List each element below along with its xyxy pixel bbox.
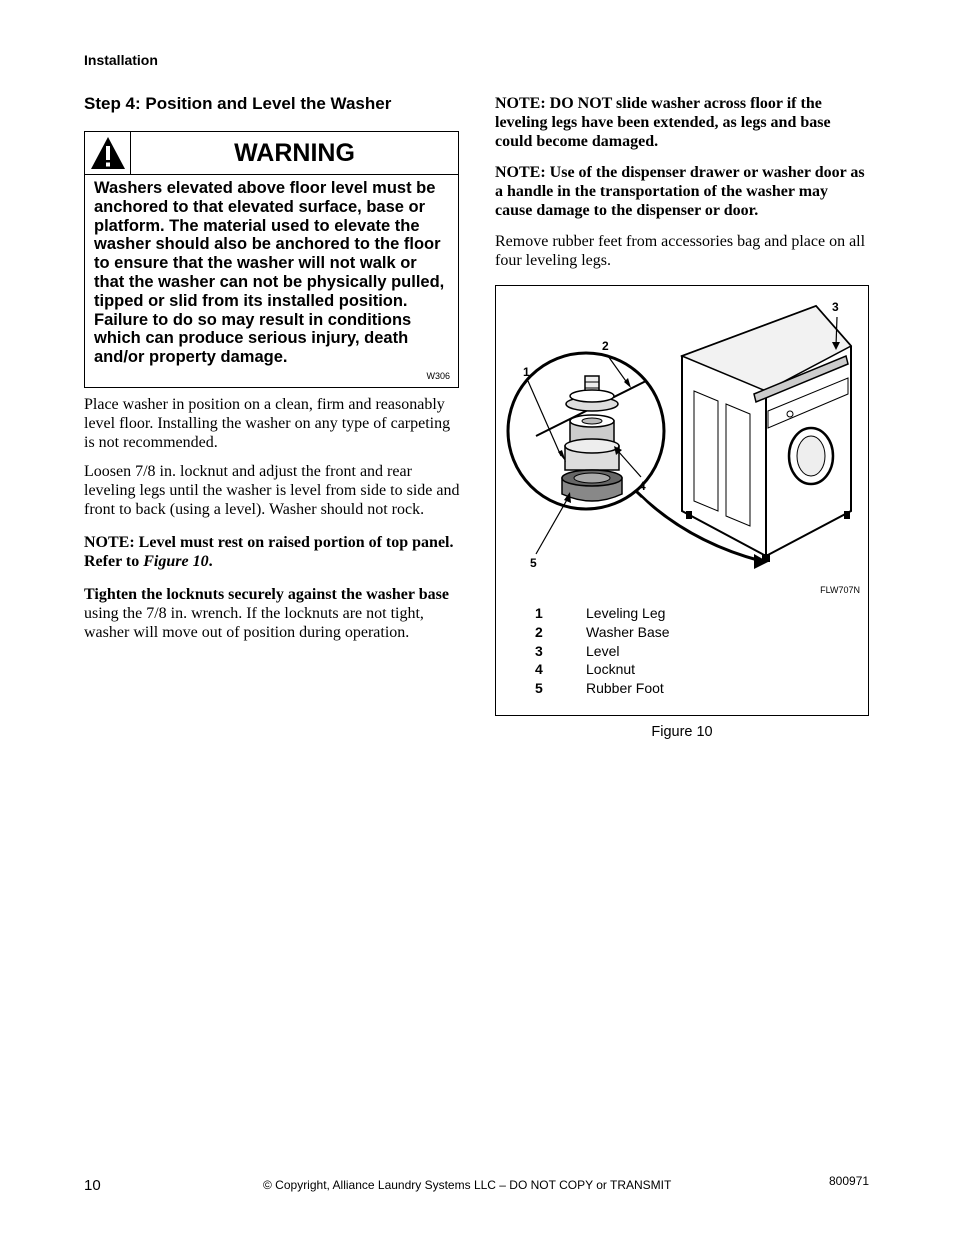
tighten-rest: using the 7/8 in. wrench. If the locknuts are not tight, washer will move out of position during operation.: [84, 604, 424, 641]
warning-triangle-icon: [90, 136, 126, 170]
legend-number: 1: [535, 605, 543, 621]
warning-title: WARNING: [234, 139, 355, 167]
paragraph-position: Place washer in position on a clean, firm and reasonably level floor. Installing the washer on any type of carpeting is not recommended.: [84, 395, 451, 451]
warning-header: [85, 132, 458, 175]
note-level: [84, 533, 460, 571]
washer-leveling-illustration: [496, 286, 868, 586]
figure-code: FLW707N: [820, 585, 860, 595]
tighten-bold: Tighten the locknuts securely against the washer base: [84, 585, 449, 603]
note-slide: NOTE: DO NOT slide washer across floor if the leveling legs have been extended, as legs and base could become damaged.: [495, 95, 831, 150]
legend-label: Leveling Leg: [586, 605, 666, 621]
legend-number: 4: [535, 661, 543, 678]
figure-caption: Figure 10: [651, 724, 713, 740]
legend-number: 3: [535, 642, 543, 659]
running-header: Installation: [84, 52, 158, 68]
legend-row: [526, 604, 670, 623]
paragraph-rubber-feet: Remove rubber feet from accessories bag and place on all four leveling legs.: [495, 233, 866, 269]
legend-row: [526, 623, 670, 642]
callout-5: 5: [530, 556, 537, 570]
warning-code: W306: [426, 370, 450, 381]
paragraph-loosen: Loosen 7/8 in. locknut and adjust the front and rear leveling legs until the washer is level from side to side and front to back (using a level). Washer should not rock.: [84, 462, 460, 518]
note-level-end: .: [208, 552, 213, 570]
callout-3: 3: [832, 300, 839, 314]
paragraph-tighten: [84, 585, 460, 642]
legend-number: 5: [535, 680, 543, 697]
page-number: 10: [84, 1177, 101, 1194]
figure-box: [495, 285, 869, 716]
legend-label: Rubber Foot: [586, 680, 664, 697]
legend-label: Locknut: [586, 661, 636, 678]
left-column: [84, 94, 460, 652]
warning-icon-cell: [85, 132, 131, 174]
right-column: [495, 94, 869, 740]
callout-4: 4: [639, 479, 646, 493]
legend-number: 2: [535, 623, 543, 640]
document-number: 800971: [829, 1174, 870, 1188]
figure-reference: Figure 10: [143, 552, 209, 570]
note-dispenser: NOTE: Use of the dispenser drawer or washer door as a handle in the transportation of the washer may cause damage to the dispenser or door.: [495, 164, 865, 219]
note-level-text: NOTE: Level must rest on raised portion of top panel. Refer to: [84, 533, 454, 570]
warning-box: [84, 131, 459, 388]
callout-1: 1: [523, 365, 530, 379]
legend-label: Washer Base: [586, 623, 670, 640]
warning-body: [85, 175, 458, 387]
figure-legend: [526, 604, 670, 698]
legend-row: [526, 660, 670, 679]
legend-row: [526, 679, 670, 698]
callout-2: 2: [602, 339, 609, 353]
footer-copyright: © Copyright, Alliance Laundry Systems LLC – DO NOT COPY or TRANSMIT: [263, 1178, 672, 1192]
step-heading: Step 4: Position and Level the Washer: [84, 94, 392, 113]
legend-label: Level: [586, 642, 620, 659]
warning-text: Washers elevated above floor level must be anchored to that elevated surface, base or platform. The material used to elevate the washer should also be anchored to the floor to ensure that the washer will not walk or that the washer can not be physically pulled, tipped or slid from its installed position. Failure to do so may result in conditions which can produce serious injury, death and/or property damage.: [94, 179, 445, 367]
legend-row: [526, 642, 670, 661]
